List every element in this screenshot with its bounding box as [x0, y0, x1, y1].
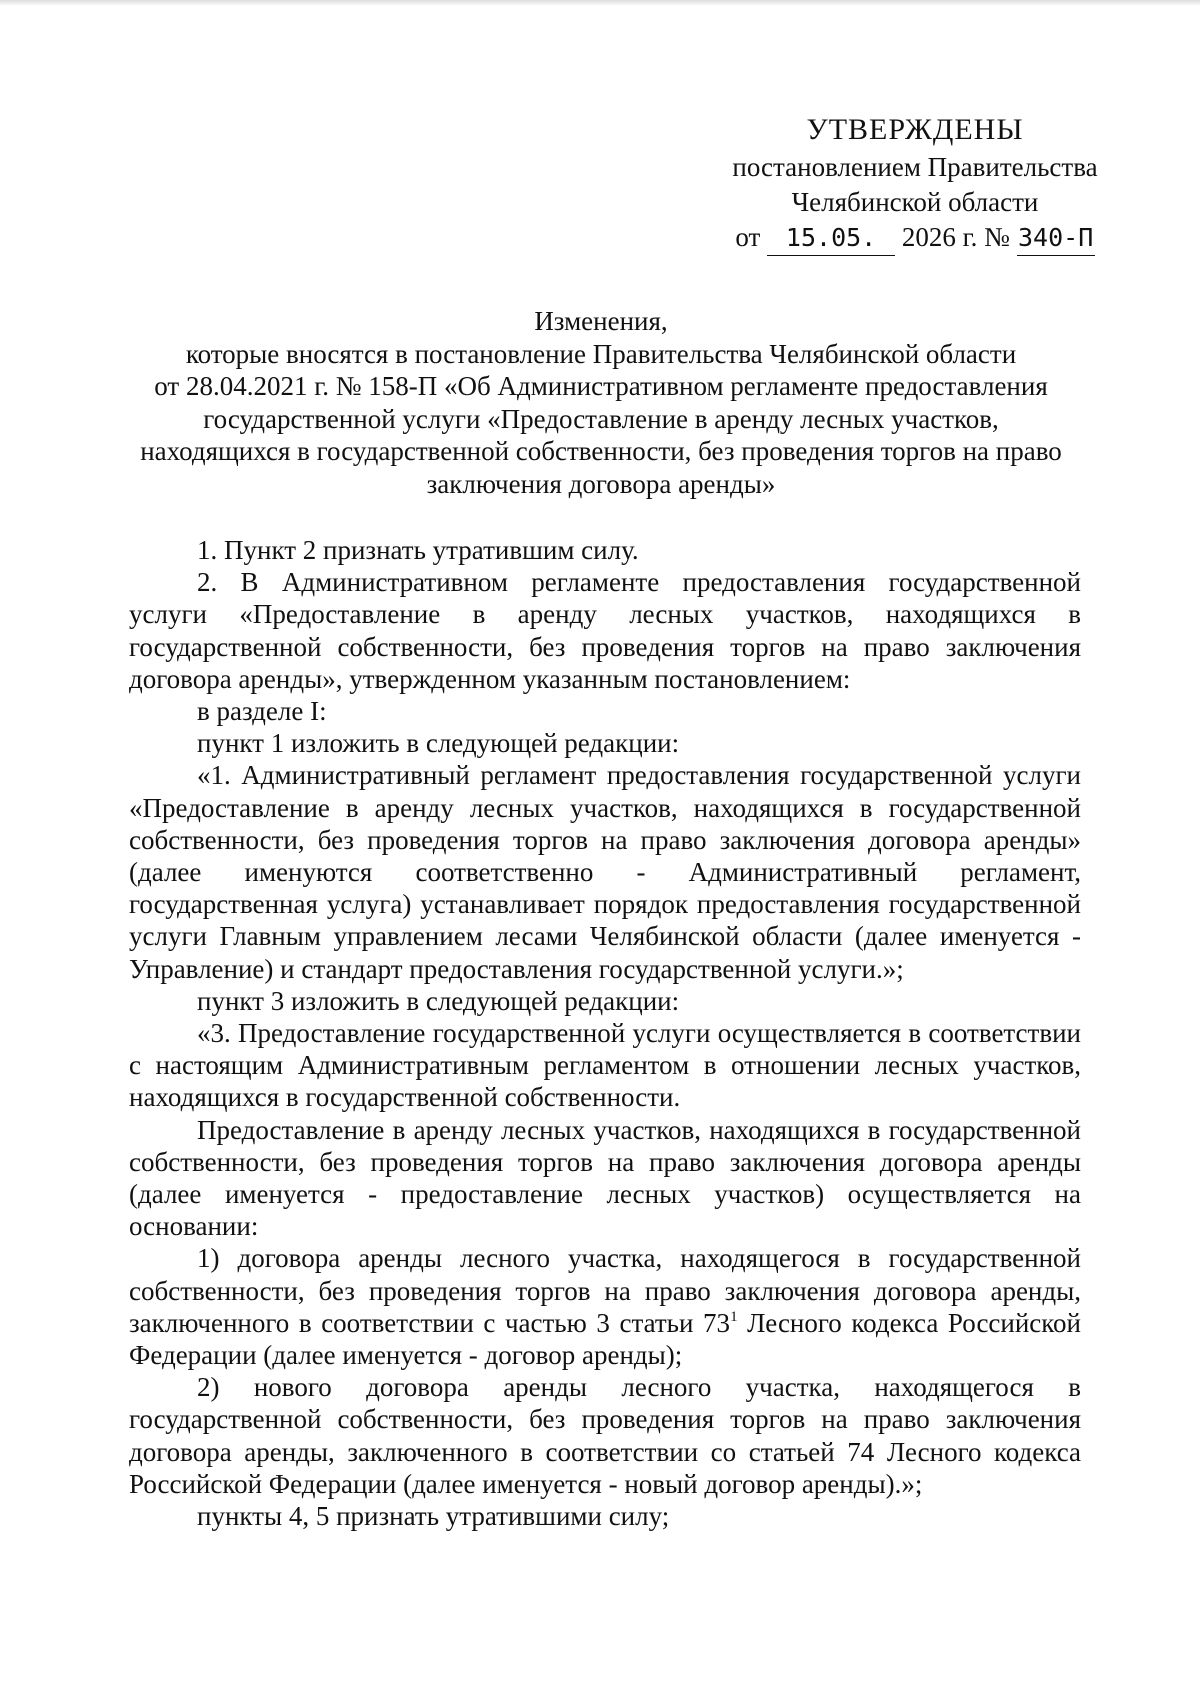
paragraph-8: Предоставление в аренду лесных участков, находящихся в государственной собственности, без проведения торгов на право заключения договора аренды (далее именуется - предоставление лесных участков) осуществляется на основании: [129, 1114, 1081, 1242]
document-title [120, 305, 1082, 500]
approved-line-2: Челябинской области [791, 187, 1039, 217]
approval-stamp [700, 110, 1130, 256]
title-line: государственной услуги «Предоставление в аренду лесных участков, [203, 403, 999, 434]
paragraph-9 [129, 1242, 1081, 1371]
scan-edge [0, 0, 1200, 6]
title-line: от 28.04.2021 г. № 158-П «Об Административном регламенте предоставления [154, 371, 1048, 401]
paragraph-9-text: 1) договора аренды лесного участка, находящегося в государственной собственности, без проведения торгов на право заключения договора аренды, заключенного в соответствии с частью 3 статьи 73 [129, 1243, 1081, 1338]
paragraph-11: пункты 4, 5 признать утратившими силу; [197, 1501, 670, 1532]
title-line: заключения договора аренды» [426, 468, 776, 499]
title-line: находящихся в государственной собственности, без проведения торгов на право [140, 436, 1062, 466]
date-prefix: от [735, 222, 761, 252]
paragraph-4: пункт 1 изложить в следующей редакции: [197, 728, 680, 759]
paragraph-7: «3. Предоставление государственной услуги осуществляется в соответствии с настоящим Административным регламентом в отношении лесных участков, находящихся в государственной собственности. [129, 1018, 1081, 1113]
approval-date-line [700, 220, 1130, 256]
paragraph-2: 2. В Административном регламенте предоставления государственной услуги «Предоставление в аренду лесных участков, находящихся в государственной собственности, без проведения торгов на право заключения договора аренды», утвержденном указанным постановлением: [129, 567, 1081, 694]
approved-heading: УТВЕРЖДЕНЫ [806, 113, 1024, 146]
paragraph-5: «1. Административный регламент предоставления государственной услуги «Предоставление в аренду лесных участков, находящихся в государственной собственности, без проведения торгов на право заключения договора аренды» (далее именуются соответственно - Административный регламент, государственная услуга) устанавливает порядок предоставления государственной услуги Главным управлением лесами Челябинской области (далее именуется - Управление) и стандарт предоставления государственной услуги.»; [129, 760, 1081, 984]
paragraph-1: 1. Пункт 2 признать утратившим силу. [197, 535, 639, 565]
approved-line-1: постановлением Правительства [732, 152, 1098, 182]
paragraph-10: 2) нового договора аренды лесного участка, находящегося в государственной собственности, без проведения торгов на право заключения договора аренды, заключенного в соответствии со статьей 74 Лесного кодекса Российской Федерации (далее именуется - новый договор аренды).»; [129, 1372, 1081, 1499]
article-superscript: 1 [730, 1308, 738, 1325]
approval-year: 2026 г. № [901, 222, 1010, 252]
approval-date: 15.05. [767, 220, 895, 256]
title-heading: Изменения, [534, 306, 668, 336]
paragraph-3: в разделе I: [197, 696, 327, 727]
paragraph-9-tail: Лесного кодекса Российской Федерации (далее именуется - договор аренды); [129, 1307, 1081, 1371]
document-body [129, 534, 1081, 1532]
paragraph-6: пункт 3 изложить в следующей редакции: [197, 985, 680, 1016]
title-line: которые вносятся в постановление Правительства Челябинской области [185, 338, 1017, 369]
approval-number: 340-П [1017, 220, 1095, 256]
